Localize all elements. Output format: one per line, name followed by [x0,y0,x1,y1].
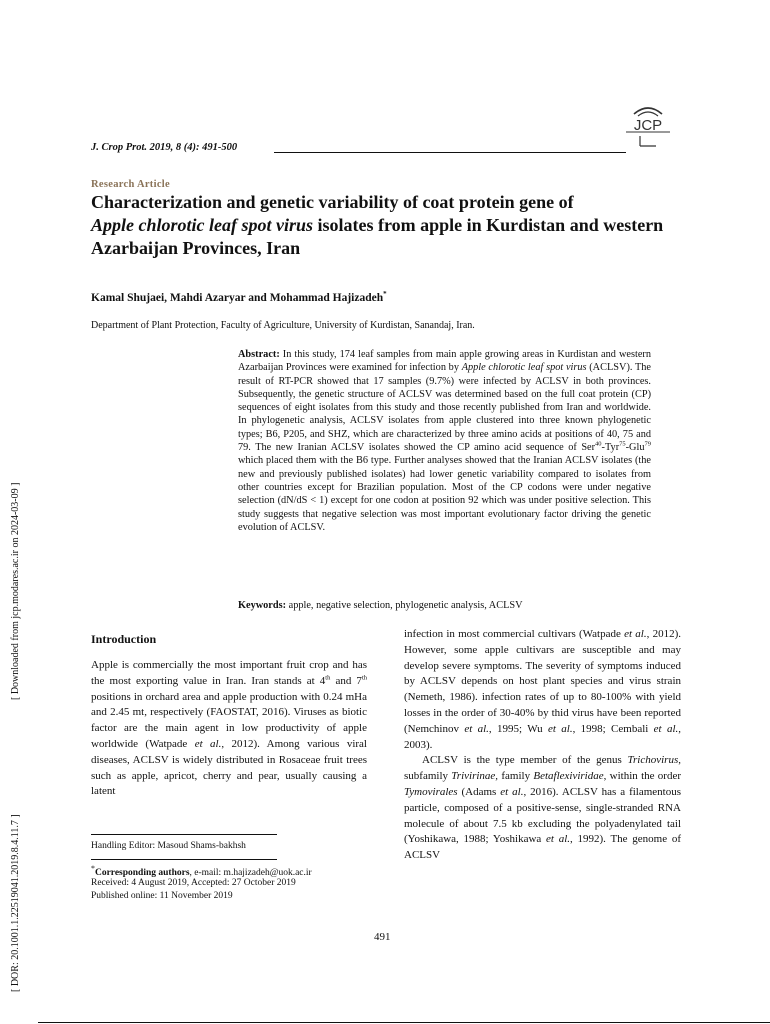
header-rule [274,152,626,153]
taxon-genus: Trichovirus [627,754,679,767]
superscript: 40 [595,440,602,448]
body-text: and 7 [330,674,362,687]
superscript: 79 [644,440,651,448]
body-text: , 2012). Among various viral diseases, ACLSV is widely distributed in Rosaceae fruit trees such as apple, apricot, cherry and pear, usually causing a latent [91,737,367,798]
article-type: Research Article [91,179,170,190]
corresponding-mark: * [383,290,387,298]
body-text: , 1998; Cembali [572,722,654,735]
authors-names: Kamal Shujaei, Mahdi Azaryar and Mohammad Hajizadeh [91,291,384,304]
doi-stamp: [ DOR: 20.1001.1.22519041.2019.8.4.11.7 ] [10,814,21,992]
published-date: Published online: 11 November 2019 [91,891,233,901]
taxon-order: Tymovirales [404,785,458,798]
footnote-rule [91,859,277,860]
abstract-text: -Tyr [601,442,620,454]
section-heading-introduction: Introduction [91,632,157,646]
logo-text: JCP [633,117,663,134]
body-text: family [498,770,534,783]
citation-etal: et al. [624,628,647,640]
body-text: , 2016). ACLSV has a filamentous particle, composed of a positive-sense, single-stranded RNA molecule of about 7.5 kb excluding the polyadenylated tail (Yoshikawa, 1988; Yoshikawa [404,785,681,846]
abstract-virus-name: Apple chlorotic leaf spot virus [461,362,587,374]
body-text: , 2012). However, some apple cultivars are susceptible and may develop severe symptoms. The severity of symptoms induced by ACLSV depends on host plant species and virus strain (Nemeth, 1986). infection rates of up to 80-100% with yield losses in the order of 30-40% by thid virus have been reported (Nemchinov [404,628,681,735]
handling-editor: Handling Editor: Masoud Shams-bakhsh [91,841,246,851]
page-number: 491 [374,931,391,943]
body-text: positions in orchard area and apple production with 0.24 mHa and 2.45 mt, respectively (FAOSTAT, 2016). Viruses as biotic factor are the main agent in low productivity of apple worldwide (Watpade [91,690,367,750]
title-part-2: isolates from apple in Kurdistan and western Azarbaijan Provinces, Iran [91,215,664,258]
body-column-left [91,658,367,800]
abstract-text: -Glu [625,442,645,454]
received-dates: Received: 4 August 2019, Accepted: 27 October 2019 [91,878,296,888]
body-text: Apple is commercially the most important fruit crop and has the most exporting value in Iran. Iran stands at 4 [91,659,367,687]
author-list [91,290,387,304]
taxon-family: Betaflexiviridae [533,770,604,783]
body-text: , subfamily [404,754,681,783]
abstract [238,348,651,534]
title-virus-name: Apple chlorotic leaf spot virus [91,215,313,235]
corresponding-label: Corresponding authors [94,868,190,879]
body-column-right [404,627,681,864]
bottom-rule [38,1022,770,1023]
paragraph [404,753,681,864]
keywords-label: Keywords: [238,600,287,611]
superscript: th [325,674,331,682]
body-text: , 1992). The genome of ACLSV [404,833,681,862]
superscript: th [361,674,367,682]
footnote-rule [91,834,277,835]
affiliation: Department of Plant Protection, Faculty of Agriculture, University of Kurdistan, Sanandaj, Iran. [91,320,475,331]
abstract-label: Abstract: [238,349,280,360]
corresponding-author [91,864,312,878]
corresponding-mark: * [91,864,95,873]
body-text: , 2003). [404,722,682,751]
corresponding-email: , e-mail: m.hajizadeh@uok.ac.ir [189,868,312,879]
journal-citation: J. Crop Prot. 2019, 8 (4): 491-500 [91,142,238,153]
citation-etal: et al. [653,722,679,735]
superscript: 75 [619,440,626,448]
article-title [91,191,691,260]
citation-etal: et al. [547,722,573,735]
citation-etal: et al. [464,722,489,735]
body-text: (Adams [457,785,501,798]
abstract-text: which placed them with the B6 type. Further analyses showed that the Iranian ACLSV isolates (the new and previously published isolates) had lower genetic variability compared to isolates from other countries except for Brazilian population. Most of the CP codons were under negative selection (dN/dS < 1) except for one codon at position 92 which was under positive selection. This study suggests that negative selection was most important evolutionary factor driving the genetic evolution of ACLSV. [238,455,651,533]
abstract-text: (ACLSV). The result of RT-PCR showed that 17 samples (9.7%) were infected by ACLSV in both provinces. Subsequently, the genetic structure of ACLSV was determined based on the full coat protein (CP) sequences of eight isolates from this study and those recently published from Iran and worldwide. In phylogenetic analysis, ACLSV isolates from apple clustered into three known phylogenetic types; B6, P205, and SHZ, which are characterized by three amino acids at positions of 40, 75 and 79. The new Iranian ACLSV isolates showed the CP amino acid sequence of Ser [238,362,651,454]
body-text: ACLSV is the type member of the genus [422,754,628,767]
body-text: , 1995; Wu [488,722,548,735]
taxon-subfamily: Trivirinae, [451,770,499,783]
body-text: infection in most commercial cultivars (Watpade [404,628,625,640]
download-stamp: [ Downloaded from jcp.modares.ac.ir on 2024-03-09 ] [10,482,21,700]
journal-logo [620,100,676,152]
paragraph [404,627,681,753]
title-part-1: Characterization and genetic variability of coat protein gene of [91,192,574,212]
keywords-text: apple, negative selection, phylogenetic analysis, ACLSV [286,600,523,611]
citation-etal: et al. [500,785,524,798]
citation-etal: et al. [194,737,222,750]
abstract-text: In this study, 174 leaf samples from main apple growing areas in Kurdistan and western Azarbaijan Provinces were examined for infection by [238,349,651,374]
keywords [238,600,658,611]
body-text: , within the order [603,770,682,783]
citation-etal: et al. [546,833,571,846]
